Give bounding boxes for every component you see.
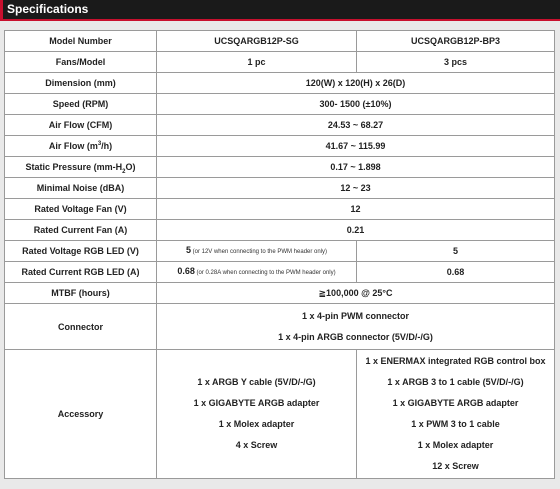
cell-pressure: 0.17 ~ 1.898	[157, 157, 555, 178]
cell-voltage-rgb-sg	[157, 241, 357, 262]
cell-fans-bp3: 3 pcs	[357, 52, 555, 73]
table-row-voltage-fan	[5, 199, 555, 220]
connector-item: 1 x 4-pin ARGB connector (5V/D/-/G)	[278, 331, 433, 342]
row-label: Speed (RPM)	[5, 94, 157, 115]
accessory-item: 1 x GIGABYTE ARGB adapter	[193, 398, 320, 408]
table-row-fans	[5, 52, 555, 73]
cell-noise: 12 ~ 23	[157, 178, 555, 199]
row-label: Minimal Noise (dBA)	[5, 178, 157, 199]
header-accent-bar	[0, 0, 3, 19]
cell-model-sg: UCSQARGB12P-SG	[157, 31, 357, 52]
table-row-noise	[5, 178, 555, 199]
row-label: Accessory	[5, 350, 157, 479]
accessory-item: 1 x ARGB 3 to 1 cable (5V/D/-/G)	[387, 377, 524, 387]
value-note: (or 0.28A when connecting to the PWM header only)	[194, 270, 336, 276]
section-title: Specifications	[7, 2, 89, 16]
connector-item: 1 x 4-pin PWM connector	[301, 310, 409, 321]
value-text: 5	[185, 245, 191, 255]
row-label: MTBF (hours)	[5, 283, 157, 304]
cell-speed: 300- 1500 (±10%)	[157, 94, 555, 115]
label-superscript: 3	[97, 141, 102, 147]
row-label: Fans/Model	[5, 52, 157, 73]
table-row-pressure	[5, 157, 555, 178]
specifications-panel	[0, 21, 560, 489]
table-row-connector	[5, 304, 555, 350]
table-row-voltage-rgb	[5, 241, 555, 262]
accessory-item: 12 x Screw	[432, 461, 479, 471]
label-subscript: 2	[122, 168, 126, 175]
row-label: Rated Current RGB LED (A)	[5, 262, 157, 283]
table-row-airflow-cfm	[5, 115, 555, 136]
row-label: Air Flow (CFM)	[5, 115, 157, 136]
cell-dimension: 120(W) x 120(H) x 26(D)	[157, 73, 555, 94]
cell-airflow-m3h: 41.67 ~ 115.99	[157, 136, 555, 157]
label-part: Static Pressure (mm-H	[25, 162, 123, 172]
row-label: Model Number	[5, 31, 157, 52]
accessory-item: 4 x Screw	[235, 440, 278, 450]
accessory-item: 1 x Molex adapter	[417, 440, 494, 450]
table-row-dimension	[5, 73, 555, 94]
row-label: Dimension (mm)	[5, 73, 157, 94]
label-part: /h)	[101, 141, 113, 151]
table-row-airflow-m3h	[5, 136, 555, 157]
cell-voltage-rgb-bp3: 5	[357, 241, 555, 262]
accessory-item: 1 x ARGB Y cable (5V/D/-/G)	[197, 377, 316, 387]
row-label: Connector	[5, 304, 157, 350]
cell-voltage-fan: 12	[157, 199, 555, 220]
row-label	[5, 157, 157, 178]
cell-connector	[157, 304, 555, 350]
cell-mtbf: ≧100,000 @ 25°C	[157, 283, 555, 304]
table-row-mtbf	[5, 283, 555, 304]
cell-current-rgb-sg	[157, 262, 357, 283]
cell-model-bp3: UCSQARGB12P-BP3	[357, 31, 555, 52]
value-text: 0.68	[177, 266, 195, 276]
row-label: Rated Voltage RGB LED (V)	[5, 241, 157, 262]
row-label: Rated Current Fan (A)	[5, 220, 157, 241]
cell-current-rgb-bp3: 0.68	[357, 262, 555, 283]
row-label	[5, 136, 157, 157]
table-row-model	[5, 31, 555, 52]
cell-fans-sg: 1 pc	[157, 52, 357, 73]
table-row-current-rgb	[5, 262, 555, 283]
label-part: Air Flow (m	[48, 141, 98, 151]
cell-accessory-sg	[157, 350, 357, 479]
table-row-current-fan	[5, 220, 555, 241]
specifications-table	[4, 30, 555, 479]
cell-accessory-bp3	[357, 350, 555, 479]
accessory-item: 1 x GIGABYTE ARGB adapter	[392, 398, 519, 408]
cell-airflow-cfm: 24.53 ~ 68.27	[157, 115, 555, 136]
table-row-accessory	[5, 350, 555, 479]
label-part: O)	[125, 162, 136, 172]
row-label: Rated Voltage Fan (V)	[5, 199, 157, 220]
accessory-item: 1 x ENERMAX integrated RGB control box	[365, 356, 546, 366]
accessory-item: 1 x PWM 3 to 1 cable	[411, 419, 500, 429]
accessory-item: 1 x Molex adapter	[218, 419, 295, 429]
value-note: (or 12V when connecting to the PWM header only)	[190, 249, 328, 255]
cell-current-fan: 0.21	[157, 220, 555, 241]
section-header	[0, 0, 560, 21]
table-row-speed	[5, 94, 555, 115]
